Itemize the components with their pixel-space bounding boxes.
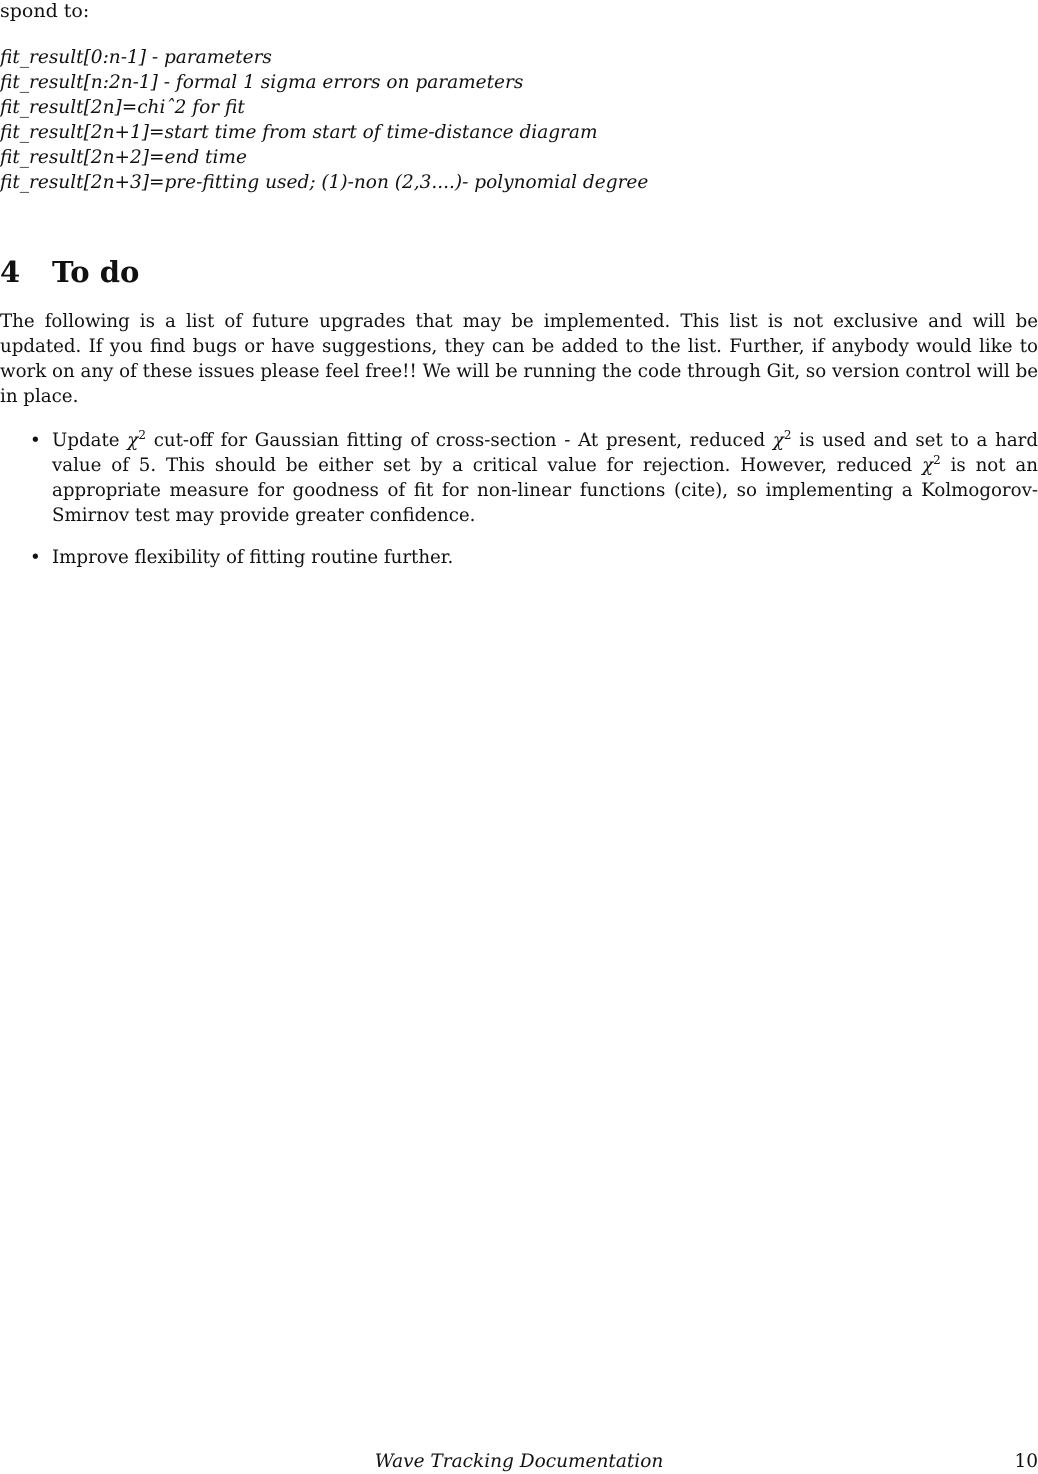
chi-symbol: χ [922,455,934,476]
chi-symbol: χ [127,430,139,451]
fit-result-line: fit_result[2n+3]=pre-fitting used; (1)-non (2,3....)- polynomial degree [0,172,649,193]
intro-text: spond to: [0,0,90,22]
chi-squared-symbol [127,430,146,451]
fit-result-line: fit_result[2n+2]=end time [0,147,247,168]
fit-result-list [0,45,648,195]
bullet-marker: • [30,547,41,568]
todo-item [0,545,1038,570]
page-number: 10 [1014,1451,1038,1472]
chi-squared-symbol [773,430,792,451]
todo-list [0,428,1038,587]
fit-result-line: fit_result[2n]=chiˆ2 for fit [0,97,245,118]
superscript: 2 [783,428,792,442]
section-heading [0,254,139,290]
todo-text: is not an appropriate measure for goodness of fit for non-linear functions (cite), so implementing a Kolmogorov-Smirnov test may provide greater confidence. [52,455,1038,526]
section-number: 4 [0,255,21,289]
superscript: 2 [933,453,941,467]
chi-symbol: χ [772,430,784,451]
fit-result-line: fit_result[n:2n-1] - formal 1 sigma errors on parameters [0,72,524,93]
bullet-marker: • [30,430,41,451]
footer-title: Wave Tracking Documentation [374,1451,664,1472]
todo-item [0,428,1038,528]
section-paragraph: The following is a list of future upgrades that may be implemented. This list is not exclusive and will be updated. If you find bugs or have suggestions, they can be added to the list. Further, if anybody would like to work on any of these issues please feel free!! We will be running the code through Git, so version control will be in place. [0,311,1038,407]
chi-squared-symbol [922,455,941,476]
superscript: 2 [138,428,146,442]
fit-result-line: fit_result[2n+1]=start time from start of time-distance diagram [0,122,598,143]
section-title: To do [52,255,140,289]
todo-text: Update [52,430,128,451]
todo-text: cut-off for Gaussian fitting of cross-section - At present, reduced [145,430,773,451]
todo-text: is used and set to a hard value of 5. This should be either set by a critical value for rejection. However, reduced [52,430,1038,476]
fit-result-line: fit_result[0:n-1] - parameters [0,47,272,68]
todo-text: Improve flexibility of fitting routine further. [52,547,454,568]
